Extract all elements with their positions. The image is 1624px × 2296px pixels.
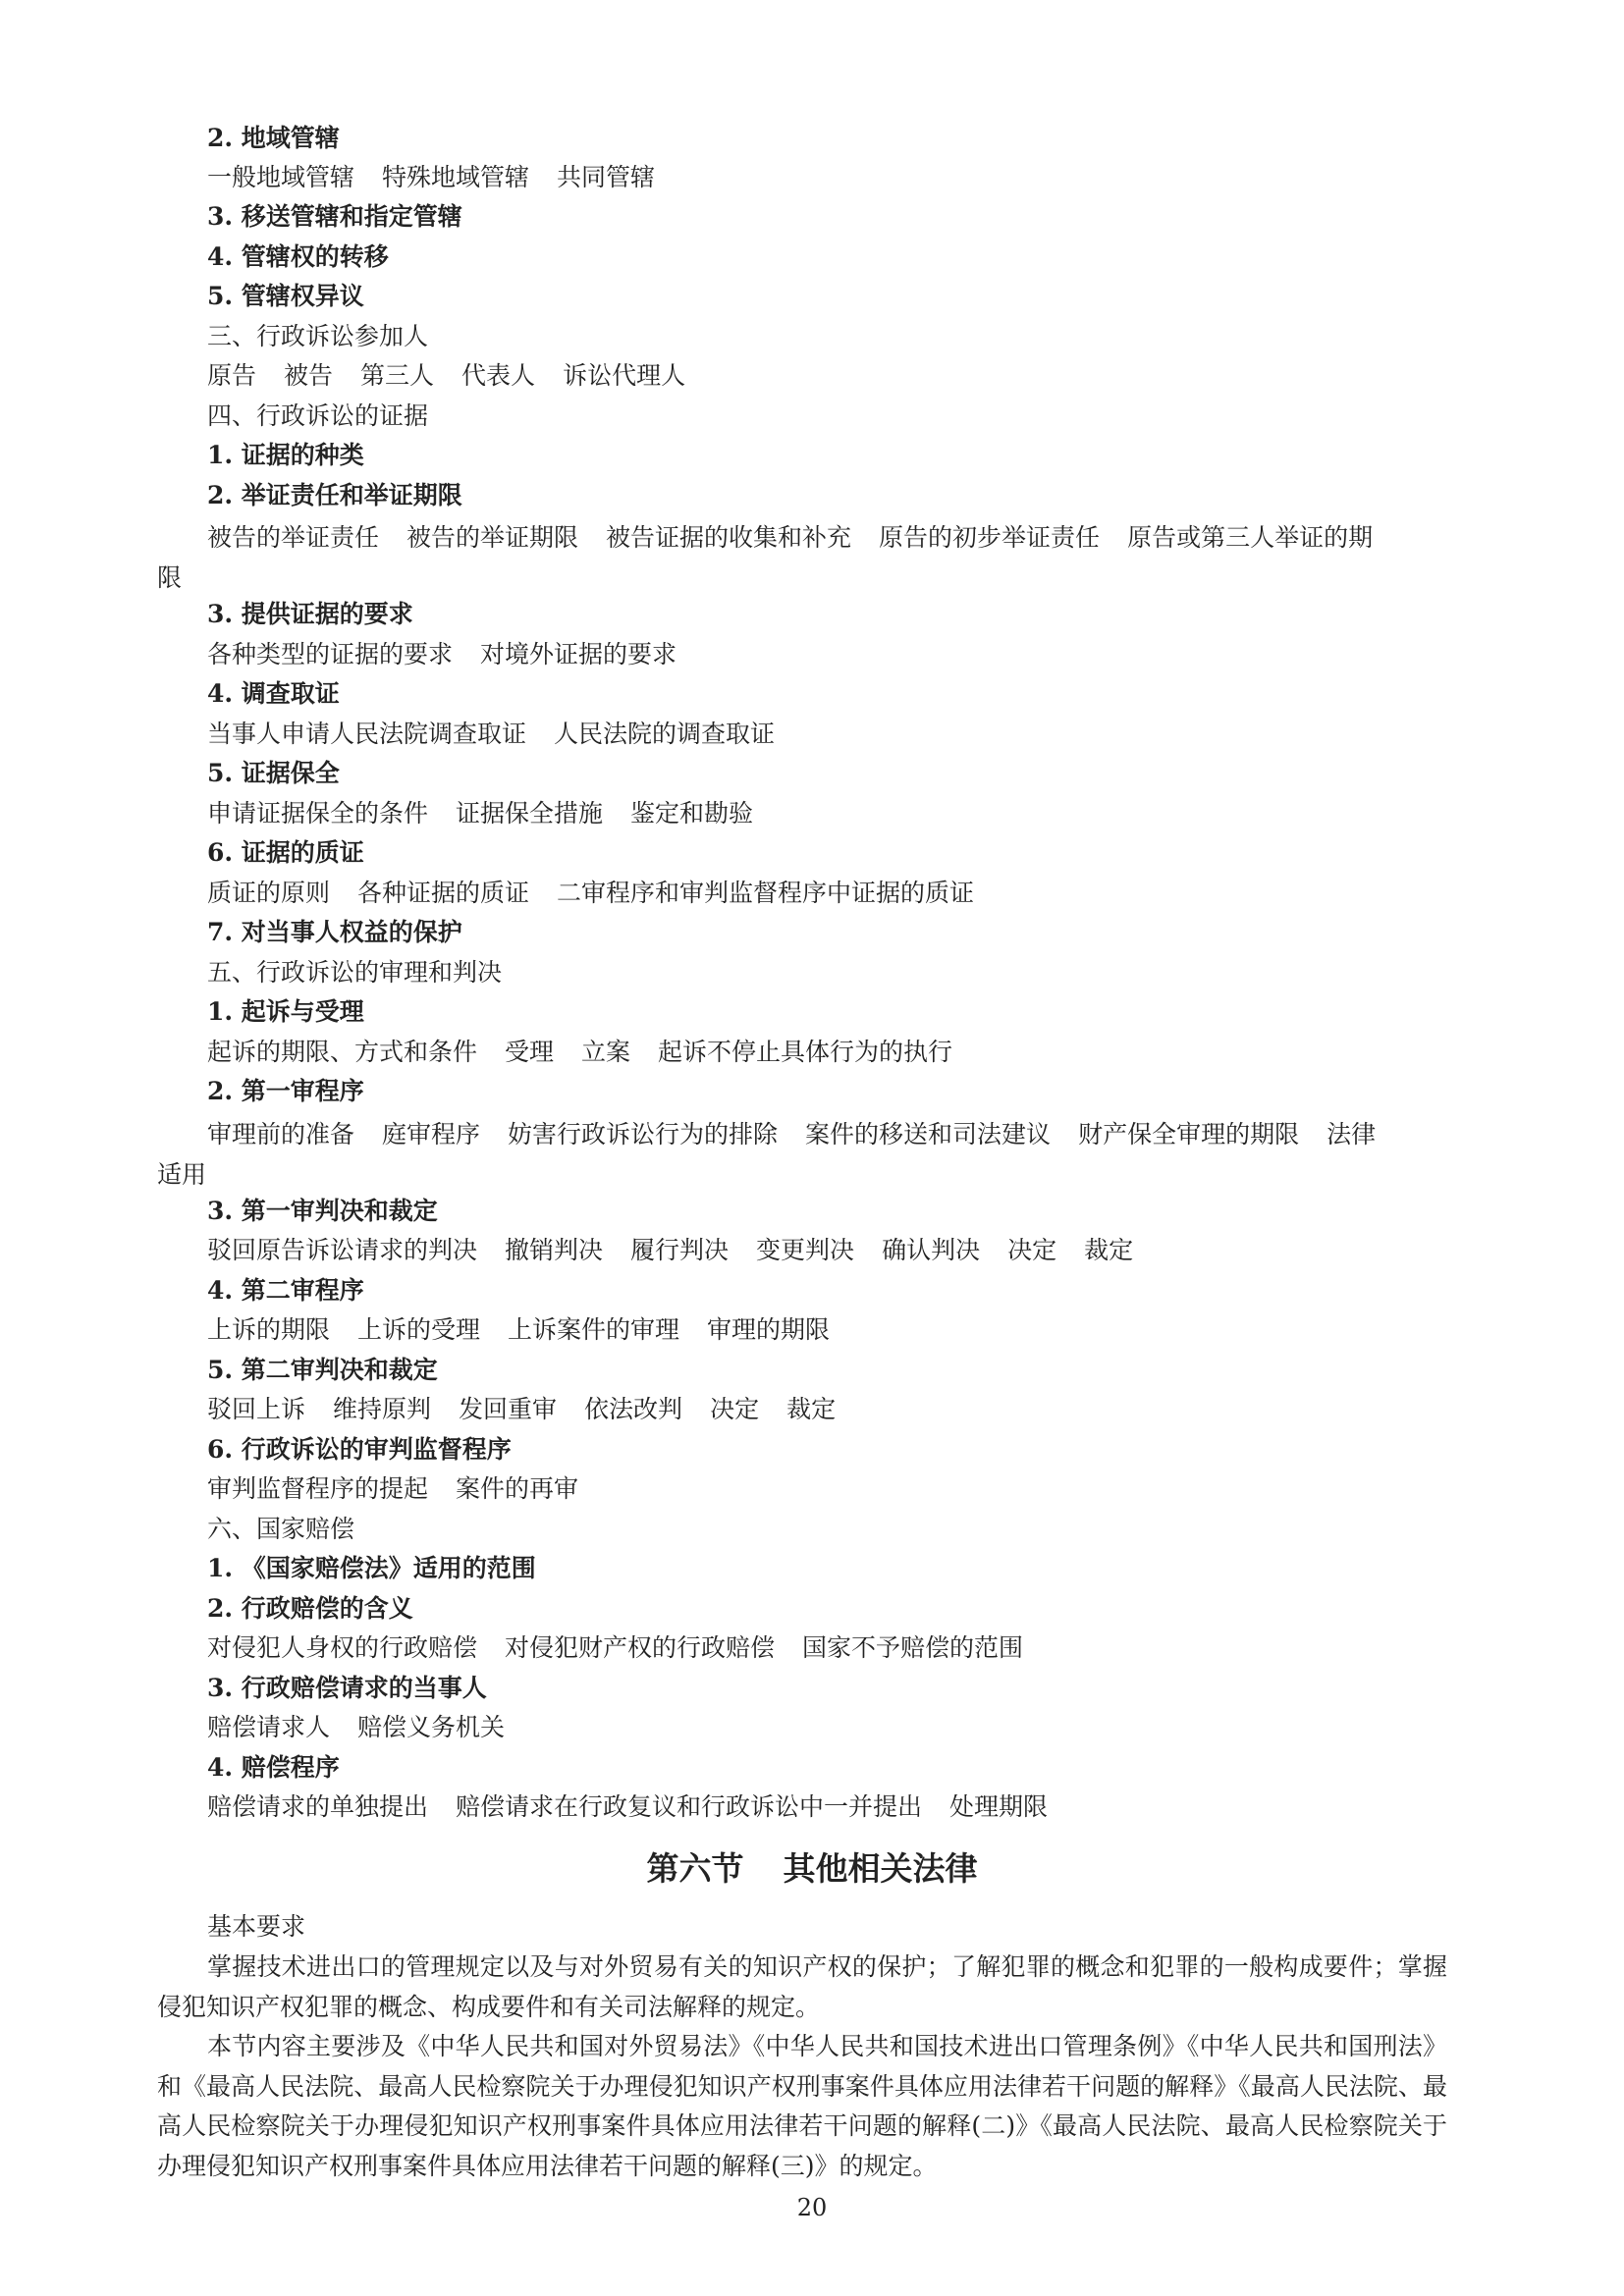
item: 申请证据保全的条件 [207, 799, 429, 828]
subsection-heading: 6. 行政诉讼的审判监督程序 [207, 1435, 512, 1464]
scope-paragraph: 本节内容主要涉及《中华人民共和国对外贸易法》《中华人民共和国技术进出口管理条例》《中华人民共和国刑法》和《最高人民法院、最高人民检察院关于办理侵犯知识产权刑事案件具体应用法律若干问题的解释》《最高人民法院、最高人民检察院关于办理侵犯知识产权刑事案件具体应用法律若干问题的解释(二)》《最高人民法院、最高人民检察院关于办理侵犯知识产权刑事案件具体应用法律若干问题的解释(三)》的规定。 [157, 2032, 1447, 2180]
page-number: 20 [796, 2194, 828, 2221]
item-line [207, 1472, 1447, 1506]
subsection-heading: 3. 移送管辖和指定管辖 [207, 202, 462, 231]
item: 二审程序和审判监督程序中证据的质证 [557, 879, 975, 907]
item: 被告证据的收集和补充 [606, 523, 852, 552]
item-line [207, 797, 1447, 830]
item: 证据保全措施 [456, 799, 604, 828]
item-line [207, 1313, 1447, 1347]
item-line [207, 1393, 1447, 1426]
subsection-heading: 3. 提供证据的要求 [207, 600, 413, 628]
item-line [207, 718, 1447, 751]
item: 维持原判 [333, 1395, 432, 1423]
item: 驳回上诉 [207, 1395, 306, 1423]
section-number: 第六节 [646, 1849, 744, 1888]
item-row [157, 518, 1420, 559]
item: 被告的举证责任 [207, 523, 380, 552]
item: 鉴定和勘验 [630, 799, 754, 828]
subsection-heading: 1. 证据的种类 [207, 441, 364, 469]
item: 确认判决 [882, 1236, 981, 1264]
item: 裁定 [786, 1395, 837, 1423]
wrapped-item-line [157, 518, 1447, 598]
item: 赔偿义务机关 [357, 1713, 506, 1741]
item: 发回重审 [459, 1395, 558, 1423]
item: 各种类型的证据的要求 [207, 640, 454, 668]
requirements-paragraph: 掌握技术进出口的管理规定以及与对外贸易有关的知识产权的保护；了解犯罪的概念和犯罪的一般构成要件；掌握侵犯知识产权犯罪的概念、构成要件和有关司法解释的规定。 [157, 1952, 1447, 2021]
item: 履行判决 [630, 1236, 730, 1264]
item: 共同管辖 [557, 163, 656, 191]
basic-requirements-label: 基本要求 [207, 1912, 306, 1941]
item: 受理 [505, 1038, 555, 1066]
wrapped-item-line [157, 1115, 1447, 1195]
item: 人民法院的调查取证 [554, 720, 776, 748]
item-row [157, 1115, 1420, 1155]
subsection-heading: 1. 《国家赔偿法》适用的范围 [207, 1554, 536, 1582]
item: 起诉的期限、方式和条件 [207, 1038, 478, 1066]
item-line [207, 1711, 1447, 1744]
subsection-heading: 5. 第二审判决和裁定 [207, 1356, 438, 1384]
section-heading: 三、行政诉讼参加人 [207, 322, 429, 350]
item: 当事人申请人民法院调查取证 [207, 720, 527, 748]
subsection-heading: 4. 调查取证 [207, 679, 340, 708]
item: 对境外证据的要求 [480, 640, 677, 668]
subsection-heading: 7. 对当事人权益的保护 [207, 918, 462, 946]
section-heading: 四、行政诉讼的证据 [207, 401, 429, 430]
item-line [207, 1631, 1447, 1665]
subsection-heading: 2. 地域管辖 [207, 124, 340, 152]
item: 立案 [581, 1038, 631, 1066]
subsection-heading: 1. 起诉与受理 [207, 997, 364, 1026]
item-line [207, 877, 1447, 910]
subsection-heading: 2. 行政赔偿的含义 [207, 1594, 413, 1623]
item: 特殊地域管辖 [382, 163, 530, 191]
item: 起诉不停止具体行为的执行 [658, 1038, 953, 1066]
item-continuation: 适用 [157, 1159, 207, 1189]
section-heading: 六、国家赔偿 [207, 1515, 355, 1543]
subsection-heading: 5. 管辖权异议 [207, 282, 364, 310]
item: 裁定 [1084, 1236, 1134, 1264]
item: 原告的初步举证责任 [879, 523, 1101, 552]
item: 处理期限 [949, 1792, 1049, 1821]
item: 变更判决 [756, 1236, 855, 1264]
item: 案件的移送和司法建议 [805, 1120, 1052, 1148]
item: 赔偿请求的单独提出 [207, 1792, 429, 1821]
item: 对侵犯人身权的行政赔偿 [207, 1633, 478, 1662]
item: 法律 [1326, 1120, 1377, 1148]
item-line [207, 1234, 1447, 1267]
item: 一般地域管辖 [207, 163, 355, 191]
item: 上诉的期限 [207, 1315, 331, 1344]
item-continuation: 限 [157, 562, 183, 592]
item: 撤销判决 [505, 1236, 604, 1264]
item-line [207, 638, 1447, 671]
item: 上诉的受理 [357, 1315, 481, 1344]
item: 上诉案件的审理 [508, 1315, 680, 1344]
item-line [207, 359, 1447, 393]
subsection-heading: 5. 证据保全 [207, 759, 340, 787]
item: 原告或第三人举证的期 [1127, 523, 1374, 552]
item-line [207, 1790, 1447, 1824]
item: 赔偿请求在行政复议和行政诉讼中一并提出 [456, 1792, 923, 1821]
subsection-heading: 3. 第一审判决和裁定 [207, 1197, 438, 1225]
item: 审理的期限 [707, 1315, 831, 1344]
item: 各种证据的质证 [357, 879, 530, 907]
item: 第三人 [360, 361, 435, 390]
item: 国家不予赔偿的范围 [802, 1633, 1024, 1662]
subsection-heading: 4. 赔偿程序 [207, 1753, 340, 1782]
section-title [0, 1847, 1624, 1891]
item: 财产保全审理的期限 [1078, 1120, 1300, 1148]
item: 审理前的准备 [207, 1120, 355, 1148]
item: 妨害行政诉讼行为的排除 [508, 1120, 779, 1148]
subsection-heading: 3. 行政赔偿请求的当事人 [207, 1674, 487, 1702]
item: 赔偿请求人 [207, 1713, 331, 1741]
item: 审判监督程序的提起 [207, 1474, 429, 1503]
item-line [207, 1036, 1447, 1069]
item: 决定 [1007, 1236, 1057, 1264]
item: 代表人 [461, 361, 536, 390]
section-heading: 五、行政诉讼的审理和判决 [207, 958, 503, 987]
subsection-heading: 6. 证据的质证 [207, 838, 364, 867]
item: 庭审程序 [382, 1120, 481, 1148]
item: 质证的原则 [207, 879, 331, 907]
item: 案件的再审 [456, 1474, 579, 1503]
item: 诉讼代理人 [563, 361, 686, 390]
item: 被告的举证期限 [406, 523, 579, 552]
item: 决定 [710, 1395, 760, 1423]
item: 依法改判 [584, 1395, 683, 1423]
item: 驳回原告诉讼请求的判决 [207, 1236, 478, 1264]
subsection-heading: 2. 举证责任和举证期限 [207, 481, 462, 509]
item-line [207, 161, 1447, 194]
subsection-heading: 4. 第二审程序 [207, 1276, 364, 1305]
section-name: 其他相关法律 [783, 1849, 978, 1888]
subsection-heading: 4. 管辖权的转移 [207, 242, 389, 271]
item: 对侵犯财产权的行政赔偿 [505, 1633, 776, 1662]
item: 原告 [207, 361, 257, 390]
item: 被告 [284, 361, 334, 390]
subsection-heading: 2. 第一审程序 [207, 1077, 364, 1105]
